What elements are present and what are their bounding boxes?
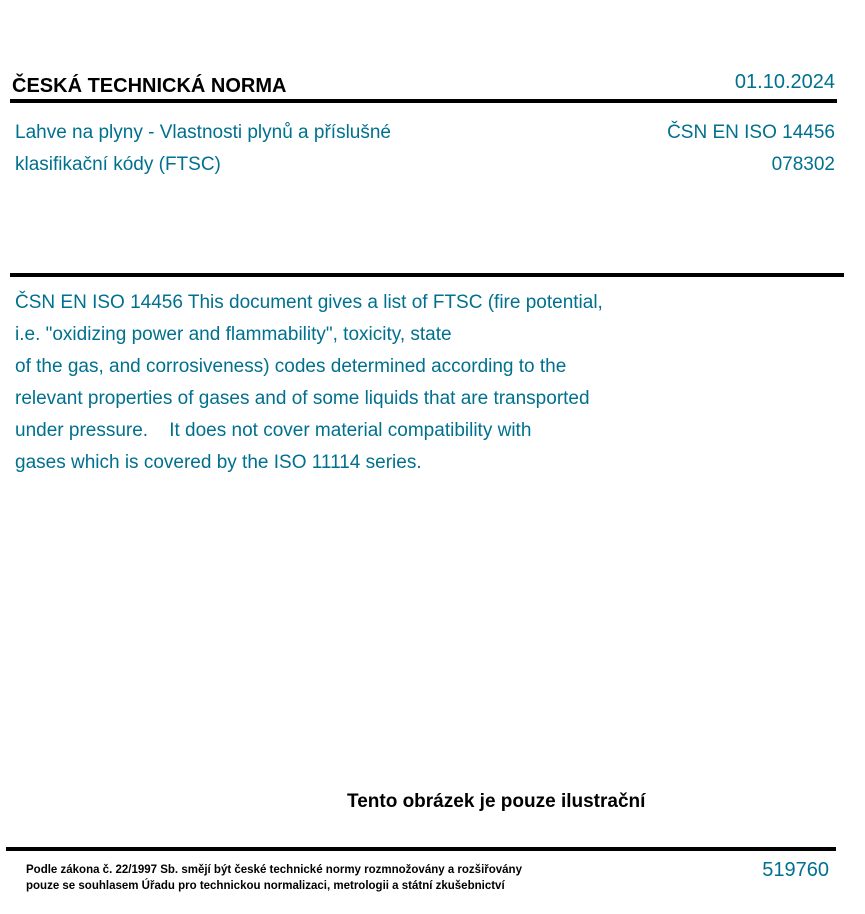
abstract-text [15,287,695,479]
footer-divider [6,847,836,851]
abstract-line: gases which is covered by the ISO 11114 series. [15,452,422,473]
standard-title-line: klasifikační kódy (FTSC) [15,154,221,175]
abstract-line: relevant properties of gases and of some liquids that are transported [15,388,590,409]
document-type-heading: ČESKÁ TECHNICKÁ NORMA [12,75,287,97]
publication-date: 01.10.2024 [734,71,835,93]
abstract-line: of the gas, and corrosiveness) codes determined according to the [15,356,567,377]
abstract-line: i.e. "oxidizing power and flammability", toxicity, state [15,324,452,345]
standard-title-line: Lahve na plyny - Vlastnosti plynů a příslušné [15,122,391,143]
standard-title [15,117,495,181]
abstract-line: ČSN EN ISO 14456 This document gives a list of FTSC (fire potential, [15,292,603,313]
legal-line: Podle zákona č. 22/1997 Sb. smějí být české technické normy rozmnožovány a rozšiřovány [26,864,522,876]
section-divider [10,273,844,277]
legal-line: pouze se souhlasem Úřadu pro technickou normalizaci, metrologii a státní zkušebnictví [26,880,505,892]
abstract-line: under pressure. It does not cover material compatibility with [15,420,532,441]
standard-identifiers [667,117,835,181]
document-id: 519760 [762,859,829,881]
illustration-notice: Tento obrázek je pouze ilustrační [347,791,646,812]
standard-number: ČSN EN ISO 14456 [667,122,835,143]
legal-notice [26,862,522,894]
classification-code: 078302 [771,154,835,175]
header-divider [10,99,837,103]
